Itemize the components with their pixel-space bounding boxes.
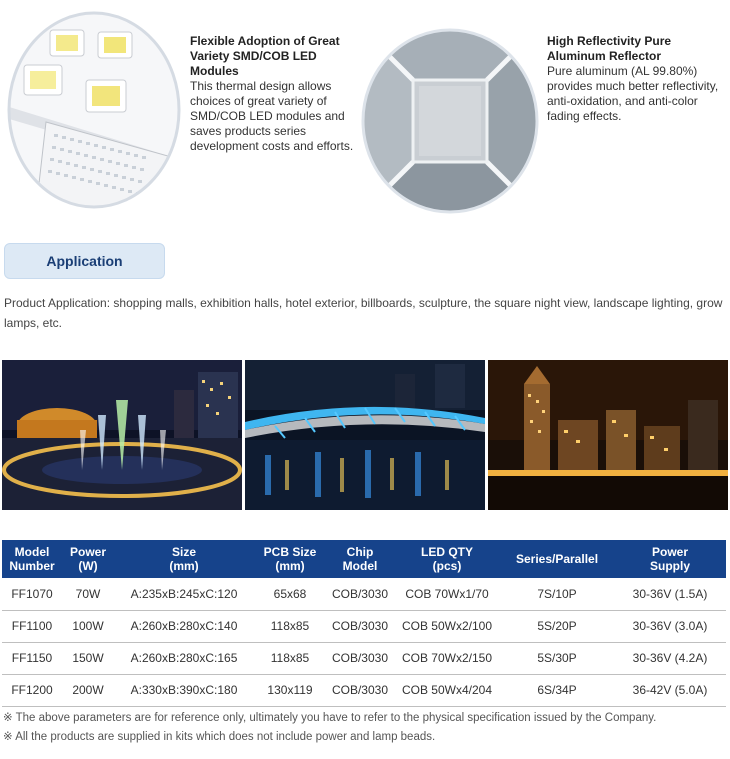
- spec-table-body: [2, 578, 726, 706]
- table-row: [2, 674, 726, 706]
- note-reference: ※ The above parameters are for reference only, ultimately you have to refer to the physical specification issued by the Company.: [3, 712, 657, 724]
- cell-led-qty: COB 50Wx2/100: [394, 610, 500, 642]
- table-row: [2, 642, 726, 674]
- cell-power: 150W: [62, 642, 114, 674]
- cell-series-parallel: 7S/10P: [500, 578, 614, 610]
- header-series-parallel: Series/Parallel: [500, 540, 614, 578]
- cell-model: FF1150: [2, 642, 62, 674]
- cell-size: A:260xB:280xC:140: [114, 610, 254, 642]
- cell-pcb: 118x85: [254, 610, 326, 642]
- cell-power: 200W: [62, 674, 114, 706]
- cell-chip: COB/3030: [326, 674, 394, 706]
- cell-model: FF1100: [2, 610, 62, 642]
- cell-size: A:235xB:245xC:120: [114, 578, 254, 610]
- cell-series-parallel: 5S/20P: [500, 610, 614, 642]
- cell-power-supply: 36-42V (5.0A): [614, 674, 726, 706]
- header-pcb-size: PCB Size (mm): [254, 540, 326, 578]
- spec-table: [2, 540, 726, 707]
- feature-text-reflector: [547, 34, 727, 124]
- cell-size: A:260xB:280xC:165: [114, 642, 254, 674]
- cell-chip: COB/3030: [326, 578, 394, 610]
- feature-title: High Reflectivity Pure Aluminum Reflector: [547, 34, 672, 63]
- cell-series-parallel: 6S/34P: [500, 674, 614, 706]
- cell-power: 100W: [62, 610, 114, 642]
- cell-led-qty: COB 50Wx4/204: [394, 674, 500, 706]
- cell-pcb: 65x68: [254, 578, 326, 610]
- cell-power-supply: 30-36V (3.0A): [614, 610, 726, 642]
- cell-model: FF1200: [2, 674, 62, 706]
- cell-led-qty: COB 70Wx2/150: [394, 642, 500, 674]
- photo-bridge-lights: [245, 360, 485, 510]
- header-power-supply: Power Supply: [614, 540, 726, 578]
- header-power: Power (W): [62, 540, 114, 578]
- feature-body: Pure aluminum (AL 99.80%) provides much better reflectivity, anti-oxidation, and anti-color fading effects.: [547, 64, 719, 123]
- header-led-qty: LED QTY (pcs): [394, 540, 500, 578]
- feature-text-modules: [190, 34, 365, 154]
- cell-chip: COB/3030: [326, 642, 394, 674]
- cell-series-parallel: 5S/30P: [500, 642, 614, 674]
- application-tab-label: Application: [46, 253, 123, 269]
- aluminum-reflector-image: [361, 28, 539, 214]
- led-module-illustration: [6, 10, 182, 210]
- feature-title: Flexible Adoption of Great Variety SMD/COB LED Modules: [190, 34, 340, 78]
- table-row: [2, 578, 726, 610]
- led-module-closeup-image: [6, 10, 182, 210]
- header-size: Size (mm): [114, 540, 254, 578]
- table-row: [2, 610, 726, 642]
- cell-model: FF1070: [2, 578, 62, 610]
- cell-size: A:330xB:390xC:180: [114, 674, 254, 706]
- reflector-illustration: [361, 28, 539, 214]
- note-kit: ※ All the products are supplied in kits which does not include power and lamp beads.: [3, 731, 436, 743]
- application-description: Product Application: shopping malls, exhibition halls, hotel exterior, billboards, sculpture, the square night view, landscape lighting, grow lamps, etc.: [4, 296, 723, 330]
- cell-pcb: 130x119: [254, 674, 326, 706]
- header-chip-model: Chip Model: [326, 540, 394, 578]
- feature-row: [0, 0, 730, 222]
- header-model-number: Model Number: [2, 540, 62, 578]
- photo-city-skyline: [488, 360, 728, 510]
- spec-table-header: [2, 540, 726, 578]
- cell-pcb: 118x85: [254, 642, 326, 674]
- feature-body: This thermal design allows choices of great variety of SMD/COB LED modules and saves products series development costs and efforts.: [190, 79, 354, 153]
- cell-chip: COB/3030: [326, 610, 394, 642]
- photo-fountain-night: [2, 360, 242, 510]
- cell-power: 70W: [62, 578, 114, 610]
- cell-power-supply: 30-36V (4.2A): [614, 642, 726, 674]
- application-tab: [4, 243, 165, 279]
- cell-led-qty: COB 70Wx1/70: [394, 578, 500, 610]
- cell-power-supply: 30-36V (1.5A): [614, 578, 726, 610]
